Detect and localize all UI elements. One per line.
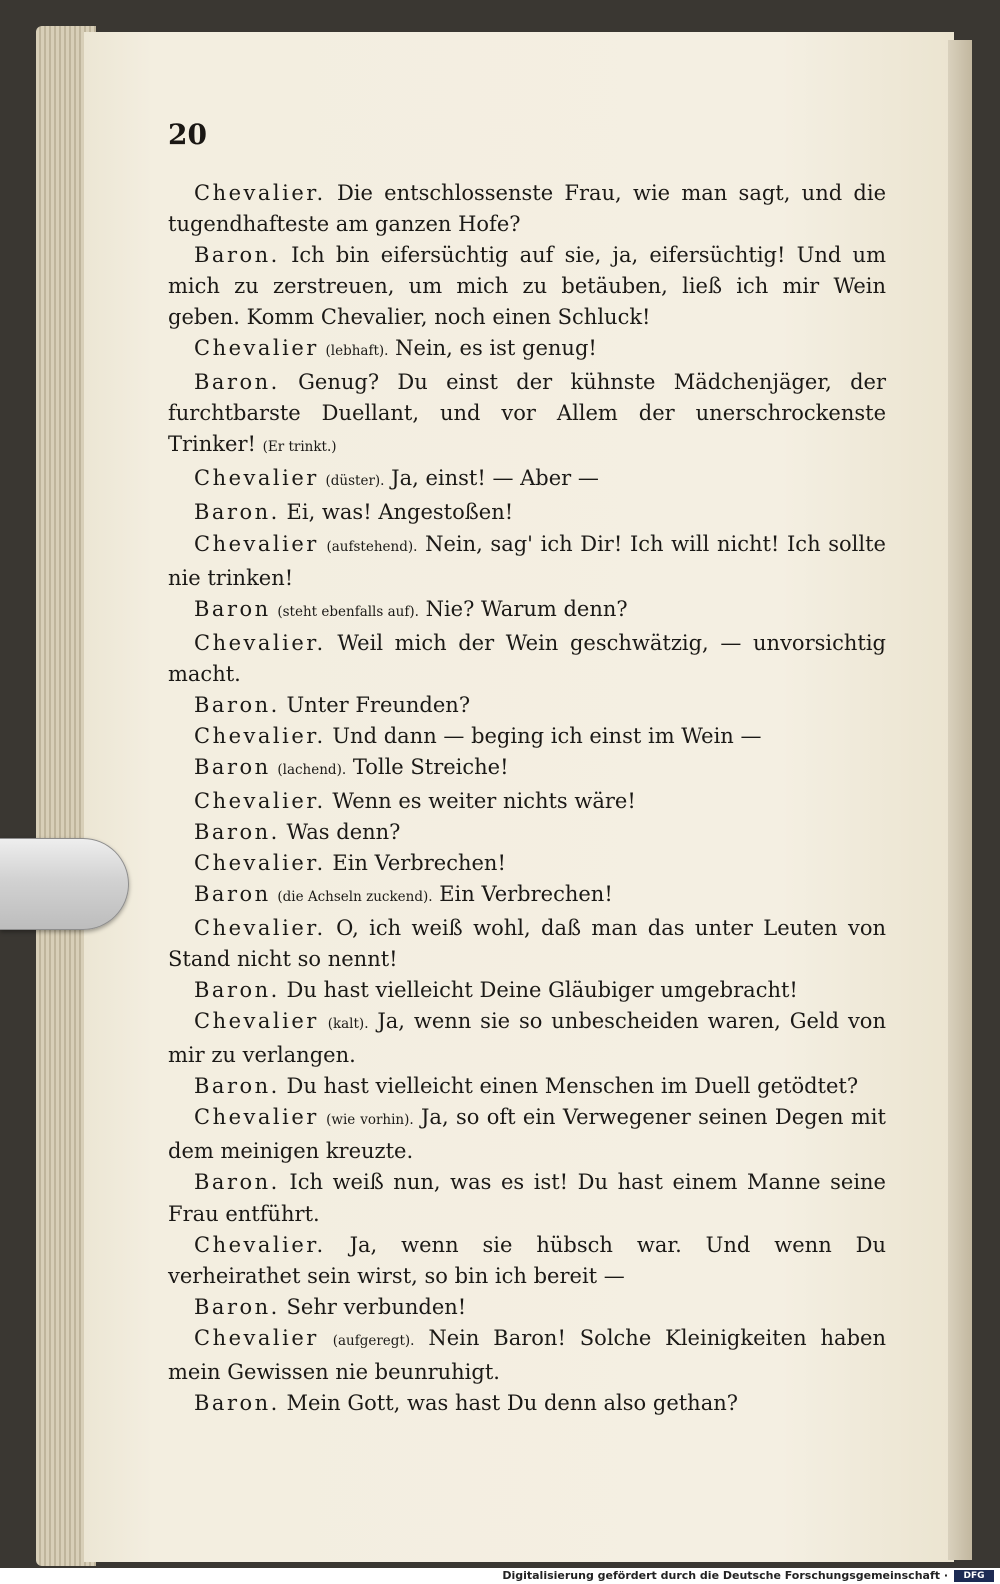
spoken-text: Ein Verbrechen! (439, 882, 613, 907)
spoken-text: Nein, es ist genug! (395, 336, 597, 361)
stage-direction: (Er trinkt.) (262, 439, 337, 456)
spoken-text: Mein Gott, was hast Du denn also gethan? (286, 1390, 739, 1415)
speaker-name: Chevalier. (194, 1232, 326, 1257)
speaker-name: Baron (194, 754, 271, 779)
speaker-name: Chevalier (194, 531, 319, 556)
spoken-text: Ich bin eifersüchtig auf sie, ja, eifersüchtig! Und um mich zu zerstreuen, um mich zu betäuben, ließ ich mir Wein geben. Komm Chevalier, noch einen Schluck! (168, 243, 886, 330)
speaker-name: Chevalier. (194, 916, 326, 941)
dialogue-line (168, 786, 886, 817)
dialogue-line (168, 817, 886, 848)
spoken-text: Tolle Streiche! (352, 754, 509, 779)
stage-direction: (düster). (325, 473, 385, 490)
stage-direction: (steht ebenfalls auf). (277, 603, 419, 620)
speaker-name: Baron. (194, 370, 280, 395)
spoken-text: O, ich weiß wohl, daß man das unter Leuten von Stand nicht so nennt! (168, 916, 886, 972)
speaker-name: Chevalier. (194, 723, 326, 748)
page-number: 20 (168, 118, 207, 151)
page-clip (0, 838, 129, 930)
dialogue-line (168, 497, 886, 528)
spoken-text: Ja, wenn sie hübsch war. Und wenn Du verheirathet sein wirst, so bin ich bereit — (168, 1232, 886, 1288)
spoken-text: Unter Freunden? (286, 692, 471, 717)
spoken-text: Du hast vielleicht einen Menschen im Duell getödtet? (286, 1074, 859, 1099)
dialogue-line (168, 1167, 886, 1229)
dialogue-line (168, 1388, 886, 1419)
speaker-name: Chevalier (194, 466, 319, 491)
spoken-text: Ja, wenn sie so unbescheiden waren, Geld von mir zu verlangen. (168, 1009, 886, 1068)
spoken-text: Die entschlossenste Frau, wie man sagt, und die tugendhafteste am ganzen Hofe? (168, 181, 886, 237)
funding-note: Digitalisierung gefördert durch die Deutsche Forschungsgemeinschaft · (502, 1569, 948, 1582)
spoken-text: Nie? Warum denn? (425, 596, 628, 621)
stage-direction: (aufgeregt). (332, 1332, 415, 1349)
dialogue-line (168, 1292, 886, 1323)
speaker-name: Chevalier (194, 1009, 319, 1034)
stage-direction: (lebhaft). (325, 343, 389, 360)
speaker-name: Chevalier. (194, 788, 326, 813)
dialogue-line (168, 848, 886, 879)
spoken-text: Ja, so oft ein Verwegener seinen Degen mit dem meinigen kreuzte. (168, 1105, 886, 1164)
spoken-text: Nein Baron! Solche Kleinigkeiten haben mein Gewissen nie beunruhigt. (168, 1325, 886, 1384)
spoken-text: Ei, was! Angestoßen! (286, 500, 514, 525)
footer-bar (0, 1568, 1000, 1584)
speaker-name: Chevalier (194, 336, 319, 361)
spoken-text: Wenn es weiter nichts wäre! (332, 788, 636, 813)
speaker-name: Baron (194, 882, 271, 907)
dialogue-line (168, 975, 886, 1006)
spoken-text: Sehr verbunden! (286, 1294, 467, 1319)
spoken-text: Ein Verbrechen! (332, 850, 506, 875)
speaker-name: Baron. (194, 243, 280, 268)
speaker-name: Chevalier. (194, 630, 326, 655)
speaker-name: Chevalier. (194, 181, 326, 205)
dialogue-line (168, 333, 886, 367)
dialogue-line (168, 913, 886, 975)
speaker-name: Baron. (194, 692, 280, 717)
spoken-text: Nein, sag' ich Dir! Ich will nicht! Ich sollte nie trinken! (168, 531, 886, 590)
spoken-text: Ich weiß nun, was es ist! Du hast einem Manne seine Frau entführt. (168, 1170, 886, 1226)
speaker-name: Baron. (194, 1170, 280, 1195)
spoken-text: Ja, einst! — Aber — (391, 466, 599, 491)
speaker-name: Baron (194, 596, 271, 621)
dialogue-line (168, 178, 886, 240)
speaker-name: Baron. (194, 500, 280, 525)
dfg-logo: DFG (954, 1570, 994, 1582)
dialogue-line (168, 628, 886, 690)
dialogue-line (168, 1230, 886, 1292)
stage-direction: (die Achseln zuckend). (277, 889, 433, 906)
stage-direction: (aufstehend). (326, 538, 418, 555)
dialogue-text (168, 178, 886, 1419)
spoken-text: Genug? Du einst der kühnste Mädchenjäger, der furchtbarste Duellant, und vor Allem der unerschrockenste Trinker! (168, 370, 886, 457)
speaker-name: Baron. (194, 978, 280, 1003)
dialogue-line (168, 721, 886, 752)
dialogue-line (168, 1102, 886, 1167)
speaker-name: Baron. (194, 1390, 280, 1415)
speaker-name: Chevalier (194, 1105, 319, 1130)
page-gutter (948, 40, 972, 1560)
dialogue-line (168, 1006, 886, 1071)
speaker-name: Baron. (194, 1074, 280, 1099)
stage-direction: (wie vorhin). (326, 1112, 414, 1129)
dialogue-line (168, 1323, 886, 1388)
dialogue-line (168, 463, 886, 497)
speaker-name: Chevalier (194, 1325, 319, 1350)
dialogue-line (168, 1071, 886, 1102)
speaker-name: Baron. (194, 819, 280, 844)
speaker-name: Chevalier. (194, 850, 326, 875)
dialogue-line (168, 240, 886, 333)
dialogue-line (168, 594, 886, 628)
spoken-text: Weil mich der Wein geschwätzig, — unvorsichtig macht. (168, 630, 886, 686)
dialogue-line (168, 752, 886, 786)
spoken-text: Du hast vielleicht Deine Gläubiger umgebracht! (286, 978, 798, 1003)
dialogue-line (168, 879, 886, 913)
stage-direction: (lachend). (277, 761, 347, 778)
dialogue-line (168, 367, 886, 463)
spoken-text: Und dann — beging ich einst im Wein — (332, 723, 762, 748)
speaker-name: Baron. (194, 1294, 280, 1319)
dialogue-line (168, 690, 886, 721)
dialogue-line (168, 529, 886, 594)
spoken-text: Was denn? (286, 819, 401, 844)
stage-direction: (kalt). (327, 1016, 369, 1033)
